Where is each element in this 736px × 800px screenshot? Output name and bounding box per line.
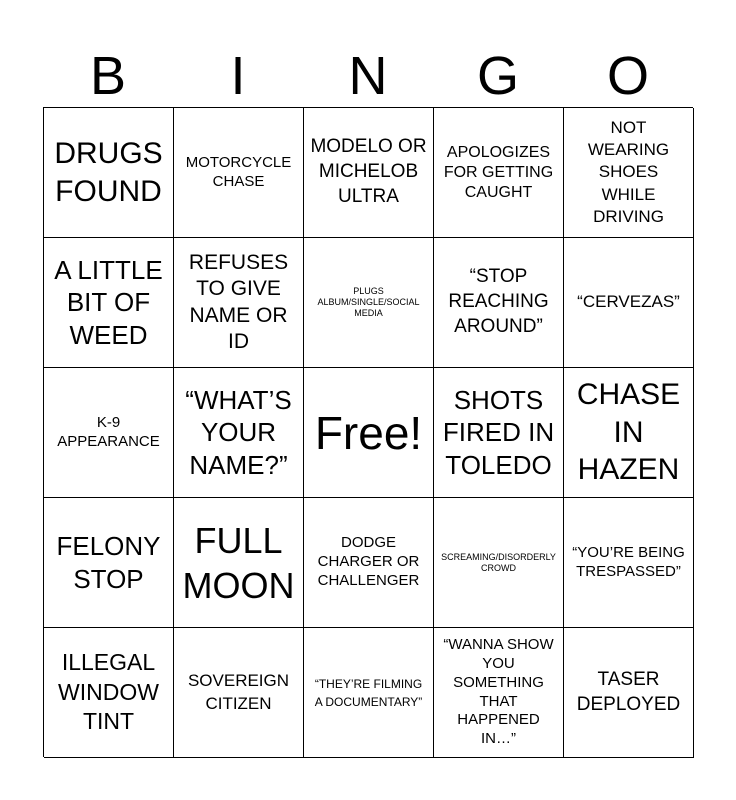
cell-label: SHOTS FIRED IN TOLEDO [442,384,555,480]
free-space[interactable] [304,368,434,498]
bingo-cell-r1-c1[interactable] [44,108,174,238]
bingo-cell-r5-c4[interactable] [434,628,564,758]
bingo-cell-r1-c2[interactable] [174,108,304,238]
cell-label: DRUGS FOUND [54,137,163,208]
cell-label: PLUGS ALBUM/SINGLE/SOCIAL MEDIA [317,286,420,318]
cell-label: REFUSES TO GIVE NAME OR ID [188,250,289,353]
bingo-cell-r2-c3[interactable] [304,238,434,368]
cell-label: FULL MOON [182,519,295,606]
bingo-header [43,44,693,108]
free-space-label: Free! [314,406,423,459]
bingo-cell-r4-c2[interactable] [174,498,304,628]
bingo-cell-r5-c2[interactable] [174,628,304,758]
header-letter-o: O [606,46,649,106]
bingo-cell-r3-c2[interactable] [174,368,304,498]
cell-label: K-9 APPEARANCE [57,413,160,450]
bingo-cell-r4-c5[interactable] [564,498,694,628]
cell-label: “WHAT’S YOUR NAME?” [185,384,292,480]
bingo-cell-r3-c1[interactable] [44,368,174,498]
bingo-cell-r2-c2[interactable] [174,238,304,368]
cell-label: SOVEREIGN CITIZEN [187,671,290,713]
bingo-cell-r4-c1[interactable] [44,498,174,628]
bingo-board [43,107,693,757]
bingo-cell-r5-c1[interactable] [44,628,174,758]
cell-label: MOTORCYCLE CHASE [185,153,292,190]
cell-label: FELONY STOP [56,531,161,594]
bingo-cell-r3-c4[interactable] [434,368,564,498]
header-letter-b: B [89,46,127,106]
cell-label: “CERVEZAS” [577,292,680,312]
bingo-cell-r4-c3[interactable] [304,498,434,628]
bingo-cell-r4-c4[interactable] [434,498,564,628]
cell-label: “STOP REACHING AROUND” [448,266,549,337]
cell-label: APOLOGIZES FOR GETTING CAUGHT [443,143,554,201]
bingo-cell-r5-c5[interactable] [564,628,694,758]
header-letter-i: I [230,46,246,106]
cell-label: “THEY’RE FILMING A DOCUMENTARY” [314,676,423,709]
bingo-cell-r1-c4[interactable] [434,108,564,238]
bingo-cell-r1-c5[interactable] [564,108,694,238]
bingo-cell-r2-c5[interactable] [564,238,694,368]
cell-label: “WANNA SHOW YOU SOMETHING THAT HAPPENED IN…” [443,636,554,747]
bingo-cell-r5-c3[interactable] [304,628,434,758]
cell-label: SCREAMING/DISORDERLY CROWD [441,551,556,573]
header-letter-g: G [476,46,519,106]
cell-label: ILLEGAL WINDOW TINT [58,648,159,735]
bingo-cell-r2-c1[interactable] [44,238,174,368]
header-letter-n: N [348,46,388,106]
cell-label: “YOU’RE BEING TRESPASSED” [572,543,685,580]
cell-label: MODELO OR MICHELOB ULTRA [310,136,427,207]
bingo-cell-r1-c3[interactable] [304,108,434,238]
cell-label: CHASE IN HAZEN [576,378,681,487]
bingo-cell-r3-c5[interactable] [564,368,694,498]
cell-label: DODGE CHARGER OR CHALLENGER [317,534,420,589]
bingo-cell-r2-c4[interactable] [434,238,564,368]
cell-label: TASER DEPLOYED [576,668,681,715]
cell-label: A LITTLE BIT OF WEED [54,254,163,350]
cell-label: NOT WEARING SHOES WHILE DRIVING [587,118,670,226]
